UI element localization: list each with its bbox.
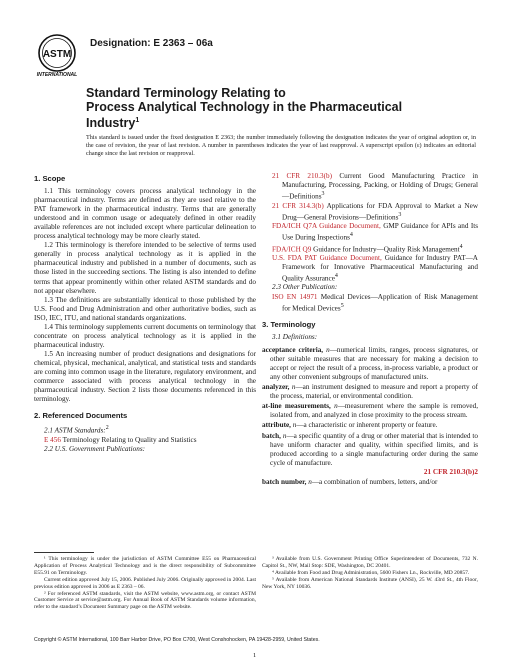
- scope-paragraph-1: 1.1 This terminology covers process analytical technology in the pharmaceutical industry. Terms are defined as they are used relative to the PAT framework in the pharmaceutical industry. Terms that are generally understood and in common usage or adequately defined in other readily available references are not included except where particular delineation to process analytical technology may be more clearly stated.: [34, 187, 256, 241]
- standard-note: This standard is issued under the fixed designation E 2363; the number immediately following the designation indicates the year of original adoption or, in the case of revision, the year of last revision. A number in parentheses indicates the year of last reapproval. A superscript epsilon (ε) indicates an editorial change since the last revision or reapproval.: [86, 134, 476, 158]
- definition-term: acceptance criteria, n—numerical limits, ranges, process signatures, or other suitable measures that are necessary for making a decision to accept or reject the result of a process, in-process variable, a product or any other convenient subgroups of manufactured units.: [262, 346, 478, 382]
- ref-ich-q7a: FDA/ICH Q7A Guidance Document, GMP Guidance for APIs and Its Use During Inspections$^4$: [272, 222, 479, 242]
- ref-e456-link[interactable]: E 456: [44, 435, 61, 444]
- referenced-documents-heading: 2. Referenced Documents: [34, 411, 128, 421]
- right-column: [262, 172, 478, 487]
- astm-logo: [34, 32, 80, 78]
- ref-iso-14971-link[interactable]: ISO EN 14971: [272, 292, 318, 301]
- footnote-3: ³ Available from U.S. Government Printing Office Superintendent of Documents, 732 N. Capitol St., NW, Mail Stop: SDE, Washington, DC 20401.: [262, 556, 478, 569]
- title-footnote-mark: 1: [135, 117, 140, 124]
- ref-iso-14971: ISO EN 14971 Medical Devices—Application of Risk Management for Medical Devices$^5$: [272, 292, 478, 312]
- footnotes-left: [34, 556, 256, 611]
- ref-cfr-314-link[interactable]: 21 CFR 314.3(b): [272, 201, 324, 210]
- definition-term: attribute, n—a characteristic or inherent property or feature.: [262, 421, 438, 430]
- document-title: [86, 86, 426, 130]
- ref-ich-q7a-link[interactable]: FDA/ICH Q7A Guidance Document,: [272, 222, 381, 231]
- title-line-2: Process Analytical Technology in the Pharmaceutical: [86, 100, 403, 114]
- definitions-list: [262, 346, 478, 468]
- astm-standards-label: 2.1 ASTM Standards:$^2$: [44, 425, 109, 435]
- definition-term: at-line measurements, n—measurement where the sample is removed, isolated from, and analyzed in close proximity to the process stream.: [262, 402, 478, 420]
- ref-cfr-314: 21 CFR 314.3(b) Applications for FDA Approval to Market a New Drug—General Provisions—Definitions$^3$: [272, 201, 479, 221]
- ref-cfr-210: 21 CFR 210.3(b) Current Good Manufacturing Practice in Manufacturing, Processing, Packing, or Holding of Drugs; General—Definitions$^3$: [272, 172, 478, 201]
- ref-e456: E 456 Terminology Relating to Quality and Statistics: [44, 435, 197, 444]
- ref-ich-q9-link[interactable]: FDA/ICH Q9: [272, 244, 312, 253]
- terminology-heading: 3. Terminology: [262, 320, 316, 329]
- title-line-3: Industry$^1$: [86, 116, 140, 131]
- logo-text: ASTM: [42, 49, 72, 60]
- definition-term: analyzer, n—an instrument designed to measure and report a property of the process, material, or environmental condition.: [262, 383, 478, 401]
- definition-term: batch, n—a specific quantity of a drug or other material that is intended to have uniform character and quality, within specified limits, and is produced according to a single manufacturing order during the same cycle of manufacture.: [262, 431, 478, 467]
- page-number: 1: [253, 652, 257, 659]
- gov-publications-label: 2.2 U.S. Government Publications:: [44, 444, 146, 453]
- ref-fda-pat-link[interactable]: U.S. FDA PAT Guidance Document,: [272, 253, 382, 262]
- scope-paragraph-4: 1.4 This terminology supplements current documents on terminology that concentrate on process analytical technology as it is applied in the pharmaceutical industry.: [34, 322, 256, 349]
- ref-cfr-210-link[interactable]: 21 CFR 210.3(b): [272, 172, 332, 180]
- definitions-label: 3.1 Definitions:: [272, 333, 318, 342]
- batch-cfr-ref[interactable]: 21 CFR 210.3(b)2: [423, 467, 478, 476]
- footnote-2: ² For referenced ASTM standards, visit the ASTM website, www.astm.org, or contact ASTM Customer Service at service@astm.org. For Annual Book of ASTM Standards volume information, refer to the standard’s Document Summary page on the ASTM website.: [34, 590, 256, 611]
- footnote-4: ⁴ Available from Food and Drug Administration, 5600 Fishers Ln., Rockville, MD 20857.: [272, 569, 470, 576]
- term-batch-number: batch number, n—a combination of numbers, letters, and/or: [262, 477, 438, 486]
- footnote-1: ¹ This terminology is under the jurisdiction of ASTM Committee E55 on Pharmaceutical Application of Process Analytical Technology and is the direct responsibility of Subcommittee E55.91 on Terminology.: [34, 556, 256, 576]
- footnote-rule: [34, 552, 94, 553]
- scope-heading: 1. Scope: [34, 174, 66, 183]
- ref-ich-q9: FDA/ICH Q9 Guidance for Industry—Quality Risk Management$^4$: [272, 243, 463, 253]
- logo-subtext: INTERNATIONAL: [36, 72, 78, 78]
- other-publication-label: 2.3 Other Publication:: [272, 283, 338, 292]
- scope-paragraph-2: 1.2 This terminology is therefore intended to be selective of terms used generally in process analytical technology as it is applied in the pharmaceutical industry and published in a number of documents, such as those listed in the succeeding sections. The listing is also intended to define terms that appear prominently within other related ASTM standards and do not appear elsewhere.: [34, 241, 256, 295]
- title-line-1: Standard Terminology Relating to: [86, 86, 286, 100]
- ref-fda-pat: U.S. FDA PAT Guidance Document, Guidance for Industry PAT—A Framework for Innovative Pharmaceutical Manufacturing and Quality Assurance$^4$: [272, 253, 479, 283]
- footnotes-right: [262, 556, 478, 591]
- copyright-line: Copyright © ASTM International, 100 Barr Harbor Drive, PO Box C700, West Conshohocken, PA 19428-2959, United States.: [34, 637, 320, 643]
- footnote-1-edition: Current edition approved July 15, 2006. Published July 2006. Originally approved in 2004. Last previous edition approved in 2006 as E 2363 – 06.: [34, 576, 256, 590]
- designation: Designation: E 2363 – 06a: [90, 38, 213, 49]
- footnote-5: ⁵ Available from American National Standards Institute (ANSI), 25 W. 43rd St., 4th Floor, New York, NY 10036.: [262, 576, 478, 590]
- scope-paragraph-5: 1.5 An increasing number of product designations and designations for chemical, physical, mechanical, analytical, and statistical tests and standards are coming into common usage in the literature, regulatory environment, and commerce associated with process analytical technology in the pharmaceutical industry. Section 2 lists those documents referenced in this terminology.: [34, 349, 256, 404]
- scope-paragraph-3: 1.3 The definitions are substantially identical to those published by the U.S. Food and Drug Administration and other authoritative bodies, such as ISO, IEC, ITU, and national standards organizations.: [34, 295, 256, 322]
- left-column: [34, 172, 256, 454]
